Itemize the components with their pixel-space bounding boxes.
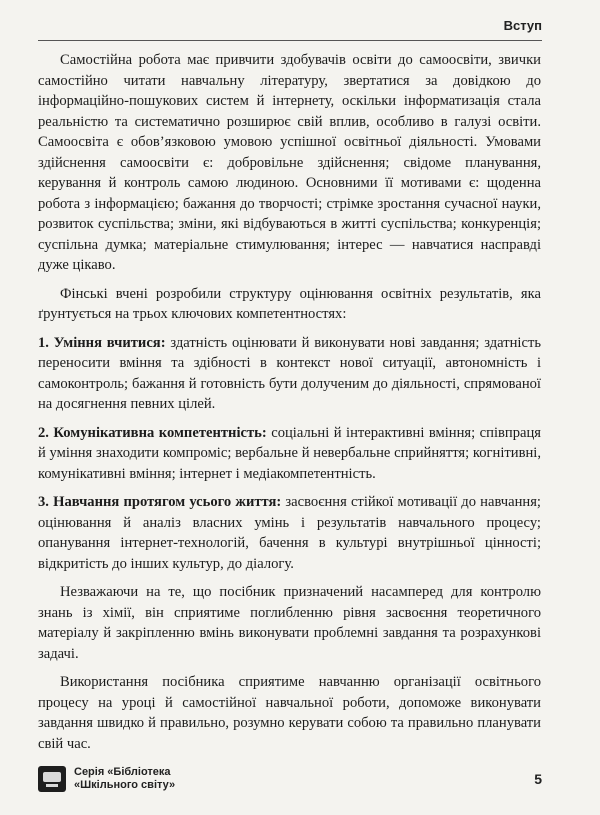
competency-title: 3. Навчання протягом усього життя: [38,494,282,510]
page-number: 5 [534,771,542,787]
school-world-logo-icon [38,766,66,792]
paragraph-self-study: Самостійна робота має привчити здобувачів освіти до самоосвіти, звички самостійно читати навчальну літературу, звертатися за довідкою до інформаційно-пошукових систем й інтернету, оскільки інформатизація стала реальністю та систематично розширює свій вплив, особливо в галузі освіти. Самоосвіта є обов’язковою умовою успішної освітньої діяльності. Умовами здійснення самоосвіти є: добровільне здійснення; свідоме планування, керування й контроль самою людиною. Основними її мотивами є: щоденна робота з інформацією; бажання до творчості; стрімке зростання сучасної науки, розвиток суспільства; зміни, які відбуваються в житті суспільства; конкуренція; суспільна думка; матеріальне стимулювання; інтерес — навчатися насправді дуже цікаво. [38,52,541,273]
competency-item [38,333,541,415]
page-body [38,50,541,762]
competency-item [38,423,541,485]
competency-text: здатність оцінювати й виконувати нові завдання; здатність переносити вміння та здібності в контекст нової ситуації, автономність і самоконтроль; бажання й готовність бути долученим до діяльності, спрямованої на досягнення певних цілей. [38,334,541,412]
competency-item [38,492,541,574]
paragraph-manual-purpose: Незважаючи на те, що посібник призначений насамперед для контролю знань із хімії, він сприятиме поглибленню рівня засвоєння теоретичного матеріалу й закріпленню вмінь виконувати проблемні завдання та розрахункові задачі. [38,584,541,662]
section-header: Вступ [503,18,542,33]
series-title [74,766,175,792]
competency-title: 2. Комунікативна компетентність: [38,424,267,441]
series-line: «Шкільного світу» [74,779,176,791]
header-divider [38,40,542,41]
competency-text: засвоєння стійкої мотивації до навчання; оцінювання й аналіз власних умінь і результатів навчального процесу; опанування інтернет-технологій, бачення в культурі внутрішньої цінності; відкритість до інших культур, до діалогу. [38,494,541,572]
series-line: Серія «Бібліотека [74,766,171,778]
page-footer [38,766,542,792]
competency-text: соціальні й інтерактивні вміння; співпраця й уміння знаходити компроміс; вербальне й невербальне сприйняття; когнітивні, комунікативні вміння; інтернет і медіакомпетентність. [38,424,541,482]
paragraph-finnish-scientists: Фінські вчені розробили структуру оцінювання освітніх результатів, яка ґрунтується на трьох ключових компетентностях: [38,285,541,322]
paragraph-manual-use: Використання посібника сприятиме навчанню організації освітнього процесу на уроці й самостійної навчальної роботи, допоможе виконувати завдання швидко й правильно, розумно керувати собою та правильно планувати свій час. [38,674,541,752]
competency-title: 1. Уміння вчитися: [38,334,166,351]
